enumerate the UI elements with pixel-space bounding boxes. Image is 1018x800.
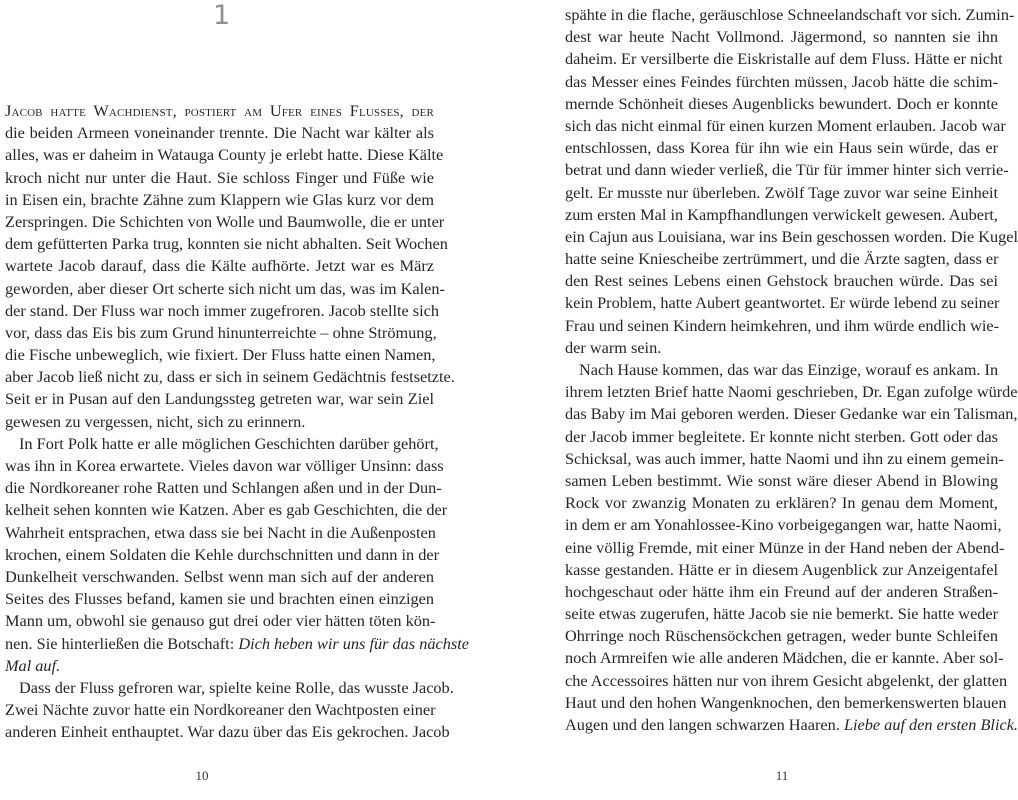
text-line: Schicksal, was auch immer, hatte Naomi und ihn zu einem gemein-: [565, 448, 1004, 468]
text-line: dem gefütterten Parka trug, konnten sie nicht abhalten. Seit Wochen: [5, 234, 448, 254]
text-line: Dunkelheit verschwanden. Selbst wenn man sich auf der anderen: [5, 566, 434, 586]
text-line: Mal auf.: [5, 655, 61, 675]
text-line: Jacob hatte Wachdienst, postiert am Ufer eines Flusses, der: [5, 101, 434, 120]
text-line: der Jacob immer begleitete. Er konnte nicht sterben. Gott oder das: [565, 426, 998, 446]
text-line: die Nordkoreaner rohe Ratten und Schlangen aßen und in der Dun-: [5, 478, 442, 498]
text-line: spähte in die flache, geräuschlose Schneelandschaft vor sich. Zumin-: [565, 5, 1015, 24]
text-line: Mann um, obwohl sie genauso gut drei oder vier hätten töten kön-: [5, 611, 436, 631]
text-line: das Messer eines Feindes fürchten müssen, Jacob hätte die schim-: [565, 71, 998, 91]
right-page-number: 11: [775, 768, 789, 783]
emphasis: Liebe auf den ersten Blick.: [843, 715, 1018, 734]
text-line: Ohrringe noch Rüschensöckchen getragen, weder bunte Schleifen: [565, 626, 998, 646]
text-line: in Eisen ein, brachte Zähne zum Klappern wie Glas kurz vor dem: [5, 189, 434, 209]
text-line: krochen, einem Soldaten die Kehle durchschnitten und dann in der: [5, 544, 440, 564]
text-line: Frau und seinen Kindern heimkehren, und ihm würde endlich wie-: [565, 315, 1000, 335]
text-line: zum ersten Mal in Kampfhandlungen verwickelt gewesen. Aubert,: [565, 204, 998, 224]
left-page-text: [5, 100, 469, 743]
text-line: die beiden Armeen voneinander trennte. Die Nacht war kälter als: [5, 123, 434, 143]
text-line: entschlossen, dass Korea für ihn wie ein Haus sein würde, das er: [565, 138, 998, 158]
text-line: betrat und dann wieder verließ, die Tür für immer hinter sich verrie-: [565, 160, 1009, 180]
emphasis: Dich heben wir uns für das nächste: [238, 633, 469, 653]
text-line: anderen Einheit enthauptet. War dazu über das Eis gekrochen. Jacob: [5, 722, 450, 742]
text-line: die Fische unbeweglich, wie fixiert. Der Fluss hatte einen Namen,: [5, 345, 436, 365]
text-line: gewesen zu vergessen, nicht, sich zu erinnern.: [5, 411, 306, 431]
text-line: in dem er am Yonahlossee-Kino vorbeigegangen war, hatte Naomi,: [565, 515, 1002, 535]
text-line: daheim. Er versilberte die Eiskristalle auf dem Fluss. Hätte er nicht: [565, 49, 1003, 69]
text-line: Seit er in Pusan auf den Landungssteg getreten war, war sein Ziel: [5, 389, 434, 409]
right-page: [500, 0, 1018, 800]
text-line: kasse gestanden. Hätte er in diesem Augenblick zur Anzeigentafel: [565, 559, 998, 579]
text-line: Augen und den langen schwarzen Haaren. Liebe auf den ersten Blick.: [565, 715, 1018, 734]
text-line: mernde Schönheit dieses Augenblicks bewundert. Doch er konnte: [565, 93, 998, 113]
text-line: nen. Sie hinterließen die Botschaft: Dich heben wir uns für das nächste: [5, 633, 469, 653]
text-line: noch Armreifen wie alle anderen Mädchen, die er kannte. Aber sol-: [565, 648, 1004, 668]
text-line: In Fort Polk hatte er alle möglichen Geschichten darüber gehört,: [19, 433, 439, 453]
chapter-number: 1: [213, 0, 231, 31]
left-page-number: 10: [195, 768, 209, 783]
text-line: gelt. Er musste nur überleben. Zwölf Tage zuvor war seine Einheit: [565, 182, 998, 202]
text-line: sich das nicht einmal für einen kurzen Moment erlauben. Jacob war: [565, 115, 1006, 135]
text-line: eine völlig Fremde, mit einer Münze in der Hand neben der Abend-: [565, 537, 1005, 557]
text-line: Zerspringen. Die Schichten von Wolle und Baumwolle, die er unter: [5, 211, 445, 231]
right-page-text: [565, 4, 1018, 736]
text-line: Haut und den hohen Wangenknochen, den bemerkenswerten blauen: [565, 692, 1007, 712]
text-line: hochgeschaut oder hätte ihm ein Freund auf der anderen Straßen-: [565, 581, 998, 601]
text-line: vor, dass das Eis bis zum Grund hinunterreichte – ohne Strömung,: [5, 322, 437, 342]
text-line: der warm sein.: [565, 337, 662, 357]
text-line: den Rest seines Lebens einen Gehstock brauchen würde. Das sei: [565, 271, 998, 291]
text-line: Wahrheit entsprachen, etwa dass sie bei Nacht in die Außenposten: [5, 522, 436, 542]
text-line: Dass der Fluss gefroren war, spielte keine Rolle, das wusste Jacob.: [19, 677, 454, 697]
text-line: Zwei Nächte zuvor hatte ein Nordkoreaner den Wachtposten einer: [5, 700, 436, 720]
text-line: Nach Hause kommen, das war das Einzige, worauf es ankam. In: [579, 360, 999, 379]
text-line: dest war heute Nacht Vollmond. Jägermond, so nannten sie ihn: [565, 27, 998, 47]
text-line: der stand. Der Fluss war noch immer zugefroren. Jacob stellte sich: [5, 300, 440, 320]
text-line: das Baby im Mai geboren werden. Dieser Gedanke war ein Talisman,: [565, 404, 1018, 424]
left-page: [0, 0, 500, 800]
text-line: kroch nicht nur unter die Haut. Sie schloss Finger und Füße wie: [5, 167, 434, 187]
text-line: hatte seine Kniescheibe zertrümmert, und die Ärzte sagten, dass er: [565, 249, 999, 269]
text-line: was ihn in Korea erwartete. Vieles davon war völliger Unsinn: dass: [5, 456, 444, 475]
text-line: wartete Jacob darauf, dass die Kälte aufhörte. Jetzt war es März: [5, 256, 434, 276]
text-line: che Accessoires hätten nur von ihrem Gesicht abgelenkt, der glatten: [565, 670, 1008, 690]
text-line: kein Problem, hatte Aubert geantwortet. Er würde lebend zu seiner: [565, 293, 1000, 313]
text-line: alles, was er daheim in Watauga County je erlebt hatte. Diese Kälte: [5, 145, 444, 165]
text-line: seite etwas zugerufen, hätte Jacob sie nie bemerkt. Sie hatte weder: [565, 604, 999, 624]
text-line: samen Leben bestimmt. Wie sonst wäre dieser Abend in Blowing: [565, 470, 998, 490]
text-line: geworden, aber dieser Ort scherte sich nicht um das, was im Kalen-: [5, 278, 445, 298]
text-line: Seites des Flusses befand, kamen sie und brachten einen einzigen: [5, 589, 434, 609]
text-line: Rock vor zwanzig Monaten zu erklären? In genau dem Moment,: [565, 493, 998, 513]
text-line: aber Jacob ließ nicht zu, dass er sich in seinem Gedächtnis festsetzte.: [5, 367, 455, 387]
text-line: kelheit sehen konnten wie Katzen. Aber es gab Geschichten, die der: [5, 500, 448, 520]
text-line: ihrem letzten Brief hatte Naomi geschrieben, Dr. Egan zufolge würde: [565, 382, 1018, 402]
text-line: ein Cajun aus Louisiana, war ins Bein geschossen worden. Die Kugel: [565, 226, 1018, 246]
